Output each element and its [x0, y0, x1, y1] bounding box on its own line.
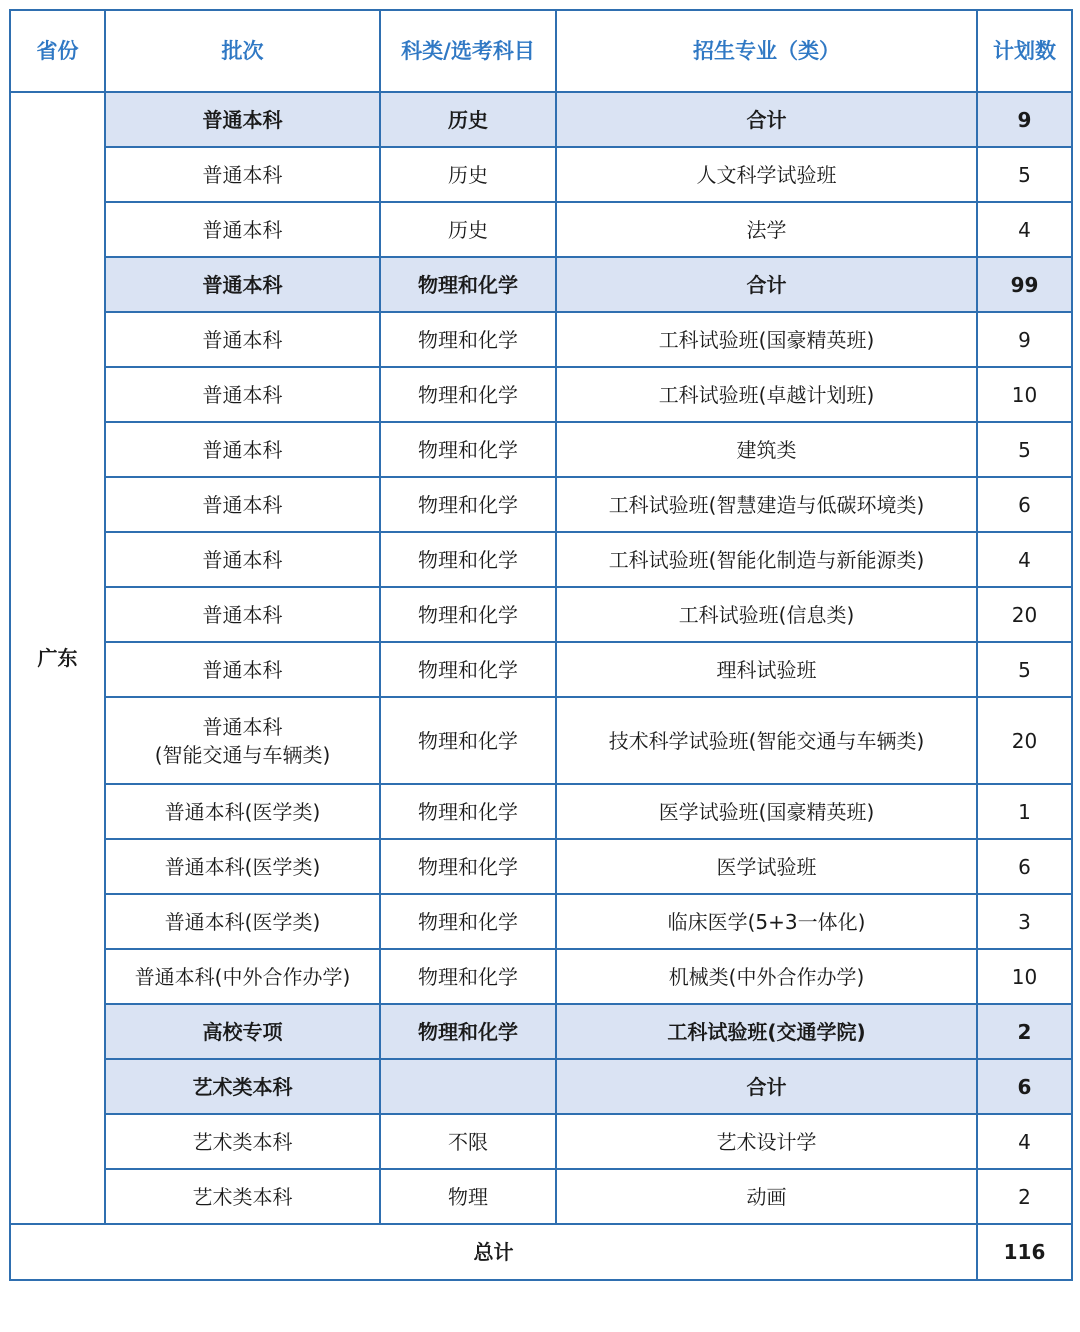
subject-cell: 物理和化学 — [380, 697, 556, 784]
plan-cell: 4 — [977, 1114, 1072, 1169]
subject-cell: 物理和化学 — [380, 949, 556, 1004]
batch-cell: 普通本科 — [105, 92, 380, 147]
header-major: 招生专业（类） — [556, 10, 977, 92]
major-cell: 人文科学试验班 — [556, 147, 977, 202]
plan-cell: 6 — [977, 1059, 1072, 1114]
table-row — [10, 422, 1072, 477]
header-row — [10, 10, 1072, 92]
enrollment-plan-table — [9, 9, 1073, 1281]
batch-cell: 艺术类本科 — [105, 1059, 380, 1114]
batch-cell: 普通本科 — [105, 367, 380, 422]
table-row — [10, 477, 1072, 532]
batch-cell: 普通本科 — [105, 587, 380, 642]
major-cell: 工科试验班(国豪精英班) — [556, 312, 977, 367]
plan-cell: 20 — [977, 697, 1072, 784]
major-cell: 工科试验班(智慧建造与低碳环境类) — [556, 477, 977, 532]
table-row — [10, 202, 1072, 257]
subject-cell: 历史 — [380, 147, 556, 202]
plan-cell: 99 — [977, 257, 1072, 312]
table-row — [10, 1114, 1072, 1169]
table-row — [10, 1059, 1072, 1114]
major-cell: 理科试验班 — [556, 642, 977, 697]
table-row — [10, 532, 1072, 587]
table-row — [10, 894, 1072, 949]
plan-cell: 10 — [977, 367, 1072, 422]
plan-cell: 20 — [977, 587, 1072, 642]
batch-cell: 普通本科 — [105, 312, 380, 367]
table-row — [10, 587, 1072, 642]
header-batch: 批次 — [105, 10, 380, 92]
major-cell: 工科试验班(卓越计划班) — [556, 367, 977, 422]
batch-cell: 艺术类本科 — [105, 1169, 380, 1224]
batch-cell: 普通本科(医学类) — [105, 894, 380, 949]
batch-line-1: 普通本科 — [202, 714, 283, 739]
subject-cell: 物理和化学 — [380, 367, 556, 422]
batch-cell: 普通本科(中外合作办学) — [105, 949, 380, 1004]
table-row — [10, 92, 1072, 147]
plan-cell: 2 — [977, 1004, 1072, 1059]
plan-cell: 1 — [977, 784, 1072, 839]
batch-cell: 普通本科 — [105, 202, 380, 257]
plan-cell: 6 — [977, 477, 1072, 532]
major-cell: 合计 — [556, 92, 977, 147]
major-cell: 医学试验班(国豪精英班) — [556, 784, 977, 839]
subject-cell: 物理和化学 — [380, 894, 556, 949]
batch-cell: 普通本科(医学类) — [105, 839, 380, 894]
plan-cell: 3 — [977, 894, 1072, 949]
batch-cell — [105, 697, 380, 784]
plan-cell: 5 — [977, 642, 1072, 697]
subject-cell: 物理和化学 — [380, 1004, 556, 1059]
table-row — [10, 1169, 1072, 1224]
province-cell: 广东 — [10, 92, 105, 1224]
batch-cell: 普通本科(医学类) — [105, 784, 380, 839]
major-cell: 艺术设计学 — [556, 1114, 977, 1169]
plan-cell: 2 — [977, 1169, 1072, 1224]
major-cell: 合计 — [556, 1059, 977, 1114]
total-label: 总计 — [10, 1224, 977, 1280]
table-row — [10, 147, 1072, 202]
batch-cell: 高校专项 — [105, 1004, 380, 1059]
batch-cell: 普通本科 — [105, 147, 380, 202]
header-province: 省份 — [10, 10, 105, 92]
subject-cell: 物理和化学 — [380, 257, 556, 312]
major-cell: 临床医学(5+3一体化) — [556, 894, 977, 949]
batch-cell: 普通本科 — [105, 532, 380, 587]
major-cell: 机械类(中外合作办学) — [556, 949, 977, 1004]
subject-cell: 物理和化学 — [380, 784, 556, 839]
subject-cell: 物理和化学 — [380, 839, 556, 894]
subject-cell: 物理和化学 — [380, 422, 556, 477]
major-cell: 工科试验班(信息类) — [556, 587, 977, 642]
subject-cell — [380, 1059, 556, 1114]
table-row — [10, 784, 1072, 839]
plan-cell: 5 — [977, 422, 1072, 477]
table-row — [10, 1004, 1072, 1059]
subject-cell: 历史 — [380, 92, 556, 147]
plan-cell: 9 — [977, 92, 1072, 147]
major-cell: 工科试验班(交通学院) — [556, 1004, 977, 1059]
table-row — [10, 257, 1072, 312]
header-plan: 计划数 — [977, 10, 1072, 92]
major-cell: 技术科学试验班(智能交通与车辆类) — [556, 697, 977, 784]
batch-cell: 普通本科 — [105, 257, 380, 312]
subject-cell: 物理 — [380, 1169, 556, 1224]
plan-cell: 9 — [977, 312, 1072, 367]
table-row — [10, 367, 1072, 422]
batch-cell: 普通本科 — [105, 642, 380, 697]
batch-line-2: (智能交通与车辆类) — [154, 742, 331, 767]
subject-cell: 物理和化学 — [380, 532, 556, 587]
major-cell: 医学试验班 — [556, 839, 977, 894]
total-row — [10, 1224, 1072, 1280]
table-row — [10, 839, 1072, 894]
major-cell: 动画 — [556, 1169, 977, 1224]
subject-cell: 物理和化学 — [380, 477, 556, 532]
plan-cell: 6 — [977, 839, 1072, 894]
subject-cell: 历史 — [380, 202, 556, 257]
batch-cell: 普通本科 — [105, 422, 380, 477]
plan-cell: 5 — [977, 147, 1072, 202]
batch-cell: 艺术类本科 — [105, 1114, 380, 1169]
batch-cell: 普通本科 — [105, 477, 380, 532]
table-row — [10, 312, 1072, 367]
subject-cell: 物理和化学 — [380, 312, 556, 367]
major-cell: 工科试验班(智能化制造与新能源类) — [556, 532, 977, 587]
subject-cell: 物理和化学 — [380, 587, 556, 642]
table-row — [10, 949, 1072, 1004]
plan-cell: 4 — [977, 202, 1072, 257]
table-row — [10, 697, 1072, 784]
table-row — [10, 642, 1072, 697]
plan-cell: 4 — [977, 532, 1072, 587]
total-plan: 116 — [977, 1224, 1072, 1280]
header-subject: 科类/选考科目 — [380, 10, 556, 92]
major-cell: 法学 — [556, 202, 977, 257]
major-cell: 建筑类 — [556, 422, 977, 477]
subject-cell: 物理和化学 — [380, 642, 556, 697]
major-cell: 合计 — [556, 257, 977, 312]
subject-cell: 不限 — [380, 1114, 556, 1169]
plan-cell: 10 — [977, 949, 1072, 1004]
